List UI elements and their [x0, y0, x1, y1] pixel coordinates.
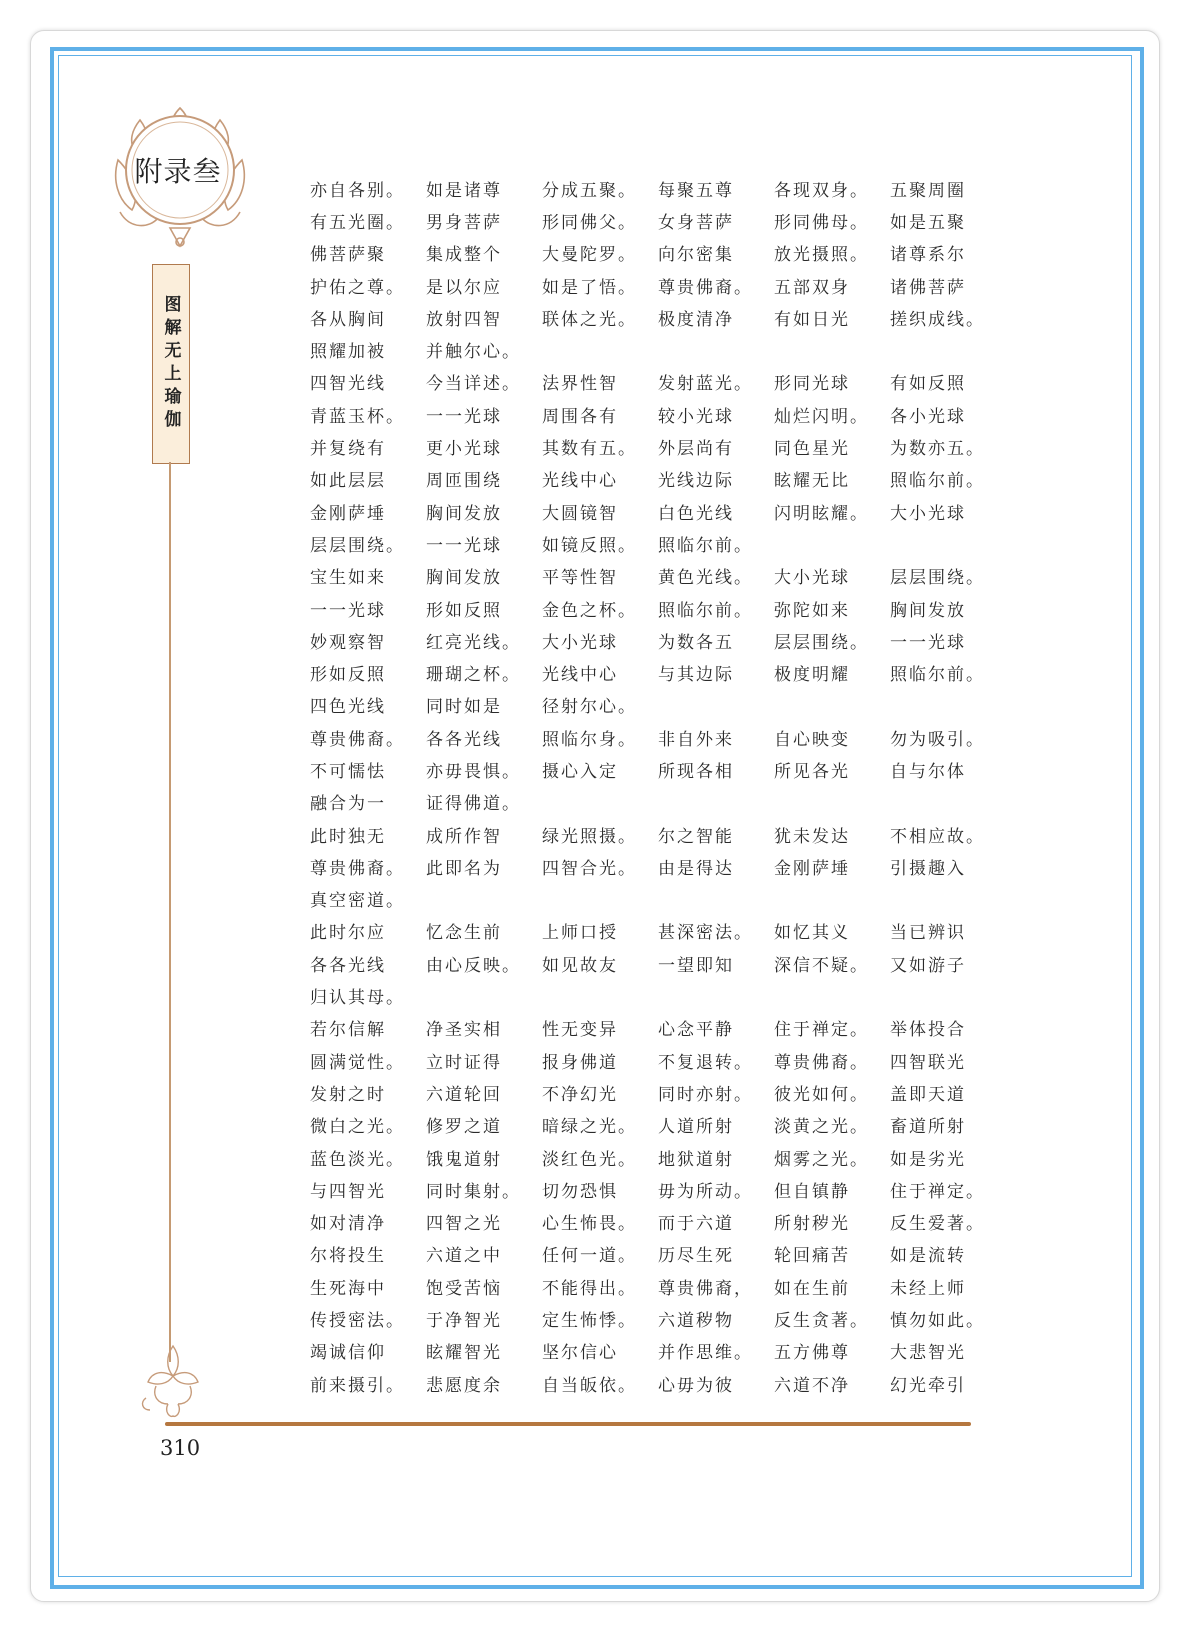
verse-phrase: 胸间发放: [890, 600, 966, 621]
verse-phrase: 成所作智: [426, 826, 502, 847]
verse-phrase: 照耀加被: [310, 342, 386, 363]
verse-phrase: 犹未发达: [774, 826, 850, 847]
verse-phrase: 不相应故。: [890, 826, 985, 847]
verse-line: [310, 915, 1010, 947]
verse-phrase: 切勿恐惧: [542, 1181, 618, 1202]
verse-line: [310, 172, 1010, 204]
verse-phrase: 由是得达: [658, 858, 734, 879]
verse-line: [310, 1044, 1010, 1076]
verse-phrase: 极度明耀: [774, 665, 850, 686]
verse-phrase: 暗绿之光。: [542, 1117, 637, 1138]
verse-phrase: 如忆其义: [774, 923, 850, 944]
verse-phrase: 光线中心: [542, 665, 618, 686]
verse-phrase: 周围各有: [542, 406, 618, 427]
verse-phrase: 各现双身。: [774, 180, 869, 201]
verse-line: [310, 269, 1010, 301]
verse-phrase: 集成整个: [426, 245, 502, 266]
verse-phrase: 各各光线: [426, 729, 502, 750]
verse-phrase: 不能得出。: [542, 1278, 637, 1299]
verse-phrase: 宝生如来: [310, 568, 386, 589]
verse-line: [310, 495, 1010, 527]
verse-phrase: 如镜反照。: [542, 535, 637, 556]
verse-phrase: 饿鬼道射: [426, 1149, 502, 1170]
verse-phrase: 如在生前: [774, 1278, 850, 1299]
verse-phrase: 尊贵佛裔。: [310, 858, 405, 879]
verse-phrase: 忆念生前: [426, 923, 502, 944]
verse-phrase: 佛菩萨聚: [310, 245, 386, 266]
verse-phrase: 大曼陀罗。: [542, 245, 637, 266]
verse-phrase: 此时尔应: [310, 923, 386, 944]
verse-phrase: 形同佛父。: [542, 212, 637, 233]
verse-phrase: 彼光如何。: [774, 1084, 869, 1105]
verse-phrase: 四智之光: [426, 1214, 502, 1235]
verse-line: [310, 1270, 1010, 1302]
verse-phrase: 五方佛尊: [774, 1343, 850, 1364]
verse-phrase: 反生爱著。: [890, 1214, 985, 1235]
verse-phrase: 自心映变: [774, 729, 850, 750]
verse-phrase: 勿为吸引。: [890, 729, 985, 750]
verse-phrase: 自与尔体: [890, 761, 966, 782]
verse-line: [310, 333, 1010, 365]
verse-phrase: 搓织成线。: [890, 309, 985, 330]
verse-phrase: 发射之时: [310, 1084, 386, 1105]
verse-phrase: 并触尔心。: [426, 342, 521, 363]
verse-phrase: 层层围绕。: [310, 535, 405, 556]
verse-line: [310, 560, 1010, 592]
verse-phrase: 尊贵佛裔，: [658, 1278, 753, 1299]
verse-phrase: 慎勿如此。: [890, 1311, 985, 1332]
verse-phrase: 六道之中: [426, 1246, 502, 1267]
verse-phrase: 六道秽物: [658, 1311, 734, 1332]
verse-line: [310, 1012, 1010, 1044]
verse-phrase: 各各光线: [310, 955, 386, 976]
verse-phrase: 饱受苦恼: [426, 1278, 502, 1299]
verse-phrase: 四智联光: [890, 1052, 966, 1073]
verse-phrase: 心毋为彼: [658, 1375, 734, 1396]
verse-phrase: 闪明眩耀。: [774, 503, 869, 524]
page-number: 310: [160, 1436, 201, 1460]
verse-phrase: 青蓝玉杯。: [310, 406, 405, 427]
verse-phrase: 极度清净: [658, 309, 734, 330]
verse-line: [310, 592, 1010, 624]
verse-phrase: 径射尔心。: [542, 697, 637, 718]
verse-phrase: 法界性智: [542, 374, 618, 395]
verse-phrase: 大悲智光: [890, 1343, 966, 1364]
verse-phrase: 黄色光线。: [658, 568, 753, 589]
sidebar-rule: [169, 462, 171, 1362]
verse-phrase: 与四智光: [310, 1181, 386, 1202]
verse-phrase: 同色星光: [774, 439, 850, 460]
verse-phrase: 分成五聚。: [542, 180, 637, 201]
verse-phrase: 金刚萨埵: [310, 503, 386, 524]
verse-phrase: 一一光球: [426, 406, 502, 427]
verse-phrase: 如是诸尊: [426, 180, 502, 201]
verse-phrase: 周匝围绕: [426, 471, 502, 492]
verse-line: [310, 883, 1010, 915]
verse-phrase: 眩耀智光: [426, 1343, 502, 1364]
verse-phrase: 幻光牵引: [890, 1375, 966, 1396]
verse-phrase: 如是五聚: [890, 212, 966, 233]
verse-phrase: 尊贵佛裔。: [774, 1052, 869, 1073]
verse-phrase: 烟雾之光。: [774, 1149, 869, 1170]
verse-phrase: 照临尔前。: [658, 600, 753, 621]
verse-phrase: 并复绕有: [310, 439, 386, 460]
verse-line: [310, 656, 1010, 688]
verse-phrase: 蓝色淡光。: [310, 1149, 405, 1170]
verse-phrase: 又如游子: [890, 955, 966, 976]
verse-phrase: 今当详述。: [426, 374, 521, 395]
verse-phrase: 证得佛道。: [426, 794, 521, 815]
verse-phrase: 红亮光线。: [426, 632, 521, 653]
verse-phrase: 真空密道。: [310, 891, 405, 912]
verse-phrase: 光线中心: [542, 471, 618, 492]
verse-phrase: 不可懦怯: [310, 761, 386, 782]
verse-phrase: 不净幻光: [542, 1084, 618, 1105]
verse-phrase: 竭诚信仰: [310, 1343, 386, 1364]
verse-phrase: 淡黄之光。: [774, 1117, 869, 1138]
verse-phrase: 所见各光: [774, 761, 850, 782]
verse-phrase: 尔将投生: [310, 1246, 386, 1267]
verse-phrase: 每聚五尊: [658, 180, 734, 201]
verse-phrase: 如见故友: [542, 955, 618, 976]
verse-phrase: 摄心入定: [542, 761, 618, 782]
verse-phrase: 所现各相: [658, 761, 734, 782]
verse-line: [310, 301, 1010, 333]
verse-phrase: 历尽生死: [658, 1246, 734, 1267]
verse-phrase: 修罗之道: [426, 1117, 502, 1138]
verse-phrase: 此时独无: [310, 826, 386, 847]
verse-phrase: 尔之智能: [658, 826, 734, 847]
verse-phrase: 而于六道: [658, 1214, 734, 1235]
verse-phrase: 所射秽光: [774, 1214, 850, 1235]
verse-phrase: 有如反照: [890, 374, 966, 395]
verse-line: [310, 204, 1010, 236]
verse-phrase: 金刚萨埵: [774, 858, 850, 879]
verse-phrase: 各小光球: [890, 406, 966, 427]
verse-phrase: 地狱道射: [658, 1149, 734, 1170]
verse-phrase: 五聚周圈: [890, 180, 966, 201]
verse-phrase: 传授密法。: [310, 1311, 405, 1332]
verse-phrase: 引摄趣入: [890, 858, 966, 879]
verse-phrase: 形如反照: [310, 665, 386, 686]
verse-phrase: 畜道所射: [890, 1117, 966, 1138]
verse-line: [310, 1302, 1010, 1334]
verse-phrase: 有如日光: [774, 309, 850, 330]
verse-phrase: 甚深密法。: [658, 923, 753, 944]
verse-phrase: 此即名为: [426, 858, 502, 879]
verse-phrase: 放射四智: [426, 309, 502, 330]
verse-phrase: 一望即知: [658, 955, 734, 976]
verse-phrase: 同时集射。: [426, 1181, 521, 1202]
section-label: 附录叁: [134, 155, 222, 188]
verse-phrase: 弥陀如来: [774, 600, 850, 621]
verse-phrase: 四智光线: [310, 374, 386, 395]
verse-phrase: 亦自各别。: [310, 180, 405, 201]
verse-phrase: 不复退转。: [658, 1052, 753, 1073]
verse-phrase: 立时证得: [426, 1052, 502, 1073]
verse-phrase: 上师口授: [542, 923, 618, 944]
verse-phrase: 当已辨识: [890, 923, 966, 944]
bottom-rule: [165, 1422, 971, 1426]
verse-line: [310, 1141, 1010, 1173]
verse-line: [310, 818, 1010, 850]
verse-phrase: 悲愿度余: [426, 1375, 502, 1396]
verse-line: [310, 1173, 1010, 1205]
verse-phrase: 照临尔前。: [890, 471, 985, 492]
verse-phrase: 如是了悟。: [542, 277, 637, 298]
verse-phrase: 放光摄照。: [774, 245, 869, 266]
verse-phrase: 诸佛菩萨: [890, 277, 966, 298]
verse-phrase: 住于禅定。: [774, 1020, 869, 1041]
verse-text-block: [310, 172, 1010, 1399]
verse-phrase: 发射蓝光。: [658, 374, 753, 395]
verse-phrase: 向尔密集: [658, 245, 734, 266]
verse-phrase: 深信不疑。: [774, 955, 869, 976]
verse-line: [310, 1335, 1010, 1367]
verse-phrase: 一一光球: [890, 632, 966, 653]
verse-phrase: 与其边际: [658, 665, 734, 686]
verse-line: [310, 786, 1010, 818]
verse-phrase: 外层尚有: [658, 439, 734, 460]
verse-phrase: 尊贵佛裔。: [658, 277, 753, 298]
verse-phrase: 前来摄引。: [310, 1375, 405, 1396]
lotus-ornament-icon: [138, 1340, 208, 1420]
verse-phrase: 妙观察智: [310, 632, 386, 653]
verse-phrase: 如是劣光: [890, 1149, 966, 1170]
verse-line: [310, 624, 1010, 656]
verse-line: [310, 753, 1010, 785]
verse-phrase: 更小光球: [426, 439, 502, 460]
verse-phrase: 并作思维。: [658, 1343, 753, 1364]
verse-phrase: 未经上师: [890, 1278, 966, 1299]
verse-phrase: 大小光球: [542, 632, 618, 653]
verse-line: [310, 430, 1010, 462]
verse-line: [310, 1076, 1010, 1108]
verse-phrase: 为数亦五。: [890, 439, 985, 460]
sidebar-tab: [152, 264, 190, 464]
verse-phrase: 层层围绕。: [774, 632, 869, 653]
verse-line: [310, 237, 1010, 269]
verse-phrase: 六道不净: [774, 1375, 850, 1396]
verse-line: [310, 689, 1010, 721]
verse-phrase: 珊瑚之杯。: [426, 665, 521, 686]
verse-phrase: 女身菩萨: [658, 212, 734, 233]
verse-phrase: 轮回痛苦: [774, 1246, 850, 1267]
verse-phrase: 毋为所动。: [658, 1181, 753, 1202]
verse-phrase: 平等性智: [542, 568, 618, 589]
verse-line: [310, 979, 1010, 1011]
verse-phrase: 眩耀无比: [774, 471, 850, 492]
verse-phrase: 为数各五: [658, 632, 734, 653]
verse-phrase: 人道所射: [658, 1117, 734, 1138]
verse-phrase: 归认其母。: [310, 988, 405, 1009]
sidebar-tab-label: 图解无上瑜伽: [160, 295, 181, 433]
verse-phrase: 如此层层: [310, 471, 386, 492]
verse-line: [310, 527, 1010, 559]
verse-phrase: 联体之光。: [542, 309, 637, 330]
verse-phrase: 照临尔身。: [542, 729, 637, 750]
verse-phrase: 任何一道。: [542, 1246, 637, 1267]
verse-line: [310, 463, 1010, 495]
verse-phrase: 微白之光。: [310, 1117, 405, 1138]
verse-phrase: 生死海中: [310, 1278, 386, 1299]
verse-phrase: 同时亦射。: [658, 1084, 753, 1105]
verse-phrase: 融合为一: [310, 794, 386, 815]
verse-phrase: 大圆镜智: [542, 503, 618, 524]
verse-phrase: 反生贪著。: [774, 1311, 869, 1332]
verse-phrase: 层层围绕。: [890, 568, 985, 589]
verse-phrase: 照临尔前。: [658, 535, 753, 556]
verse-line: [310, 1238, 1010, 1270]
verse-phrase: 护佑之尊。: [310, 277, 405, 298]
verse-phrase: 坚尔信心: [542, 1343, 618, 1364]
verse-phrase: 胸间发放: [426, 568, 502, 589]
verse-phrase: 各从胸间: [310, 309, 386, 330]
verse-phrase: 一一光球: [426, 535, 502, 556]
verse-phrase: 心生怖畏。: [542, 1214, 637, 1235]
verse-phrase: 盖即天道: [890, 1084, 966, 1105]
verse-line: [310, 850, 1010, 882]
verse-phrase: 由心反映。: [426, 955, 521, 976]
verse-phrase: 形同光球: [774, 374, 850, 395]
verse-line: [310, 947, 1010, 979]
verse-phrase: 心念平静: [658, 1020, 734, 1041]
verse-phrase: 有五光圈。: [310, 212, 405, 233]
verse-phrase: 胸间发放: [426, 503, 502, 524]
verse-line: [310, 1109, 1010, 1141]
verse-phrase: 大小光球: [774, 568, 850, 589]
verse-phrase: 但自镇静: [774, 1181, 850, 1202]
verse-line: [310, 398, 1010, 430]
verse-phrase: 诸尊系尔: [890, 245, 966, 266]
verse-phrase: 光线边际: [658, 471, 734, 492]
verse-phrase: 报身佛道: [542, 1052, 618, 1073]
verse-phrase: 于净智光: [426, 1311, 502, 1332]
verse-phrase: 亦毋畏惧。: [426, 761, 521, 782]
verse-phrase: 五部双身: [774, 277, 850, 298]
verse-phrase: 形同佛母。: [774, 212, 869, 233]
verse-phrase: 大小光球: [890, 503, 966, 524]
verse-phrase: 自当皈依。: [542, 1375, 637, 1396]
verse-phrase: 金色之杯。: [542, 600, 637, 621]
verse-phrase: 灿烂闪明。: [774, 406, 869, 427]
verse-phrase: 四色光线: [310, 697, 386, 718]
verse-phrase: 是以尔应: [426, 277, 502, 298]
verse-phrase: 男身菩萨: [426, 212, 502, 233]
verse-phrase: 淡红色光。: [542, 1149, 637, 1170]
verse-phrase: 如对清净: [310, 1214, 386, 1235]
verse-phrase: 住于禅定。: [890, 1181, 985, 1202]
verse-line: [310, 366, 1010, 398]
verse-phrase: 形如反照: [426, 600, 502, 621]
verse-phrase: 绿光照摄。: [542, 826, 637, 847]
verse-phrase: 同时如是: [426, 697, 502, 718]
verse-phrase: 性无变异: [542, 1020, 618, 1041]
verse-phrase: 如是流转: [890, 1246, 966, 1267]
verse-phrase: 若尔信解: [310, 1020, 386, 1041]
verse-line: [310, 1367, 1010, 1399]
verse-phrase: 圆满觉性。: [310, 1052, 405, 1073]
verse-phrase: 四智合光。: [542, 858, 637, 879]
verse-phrase: 其数有五。: [542, 439, 637, 460]
verse-phrase: 净圣实相: [426, 1020, 502, 1041]
verse-phrase: 举体投合: [890, 1020, 966, 1041]
verse-phrase: 白色光线: [658, 503, 734, 524]
verse-phrase: 一一光球: [310, 600, 386, 621]
verse-phrase: 尊贵佛裔。: [310, 729, 405, 750]
verse-phrase: 较小光球: [658, 406, 734, 427]
verse-line: [310, 721, 1010, 753]
verse-phrase: 非自外来: [658, 729, 734, 750]
verse-line: [310, 1206, 1010, 1238]
verse-phrase: 照临尔前。: [890, 665, 985, 686]
verse-phrase: 定生怖悸。: [542, 1311, 637, 1332]
verse-phrase: 六道轮回: [426, 1084, 502, 1105]
